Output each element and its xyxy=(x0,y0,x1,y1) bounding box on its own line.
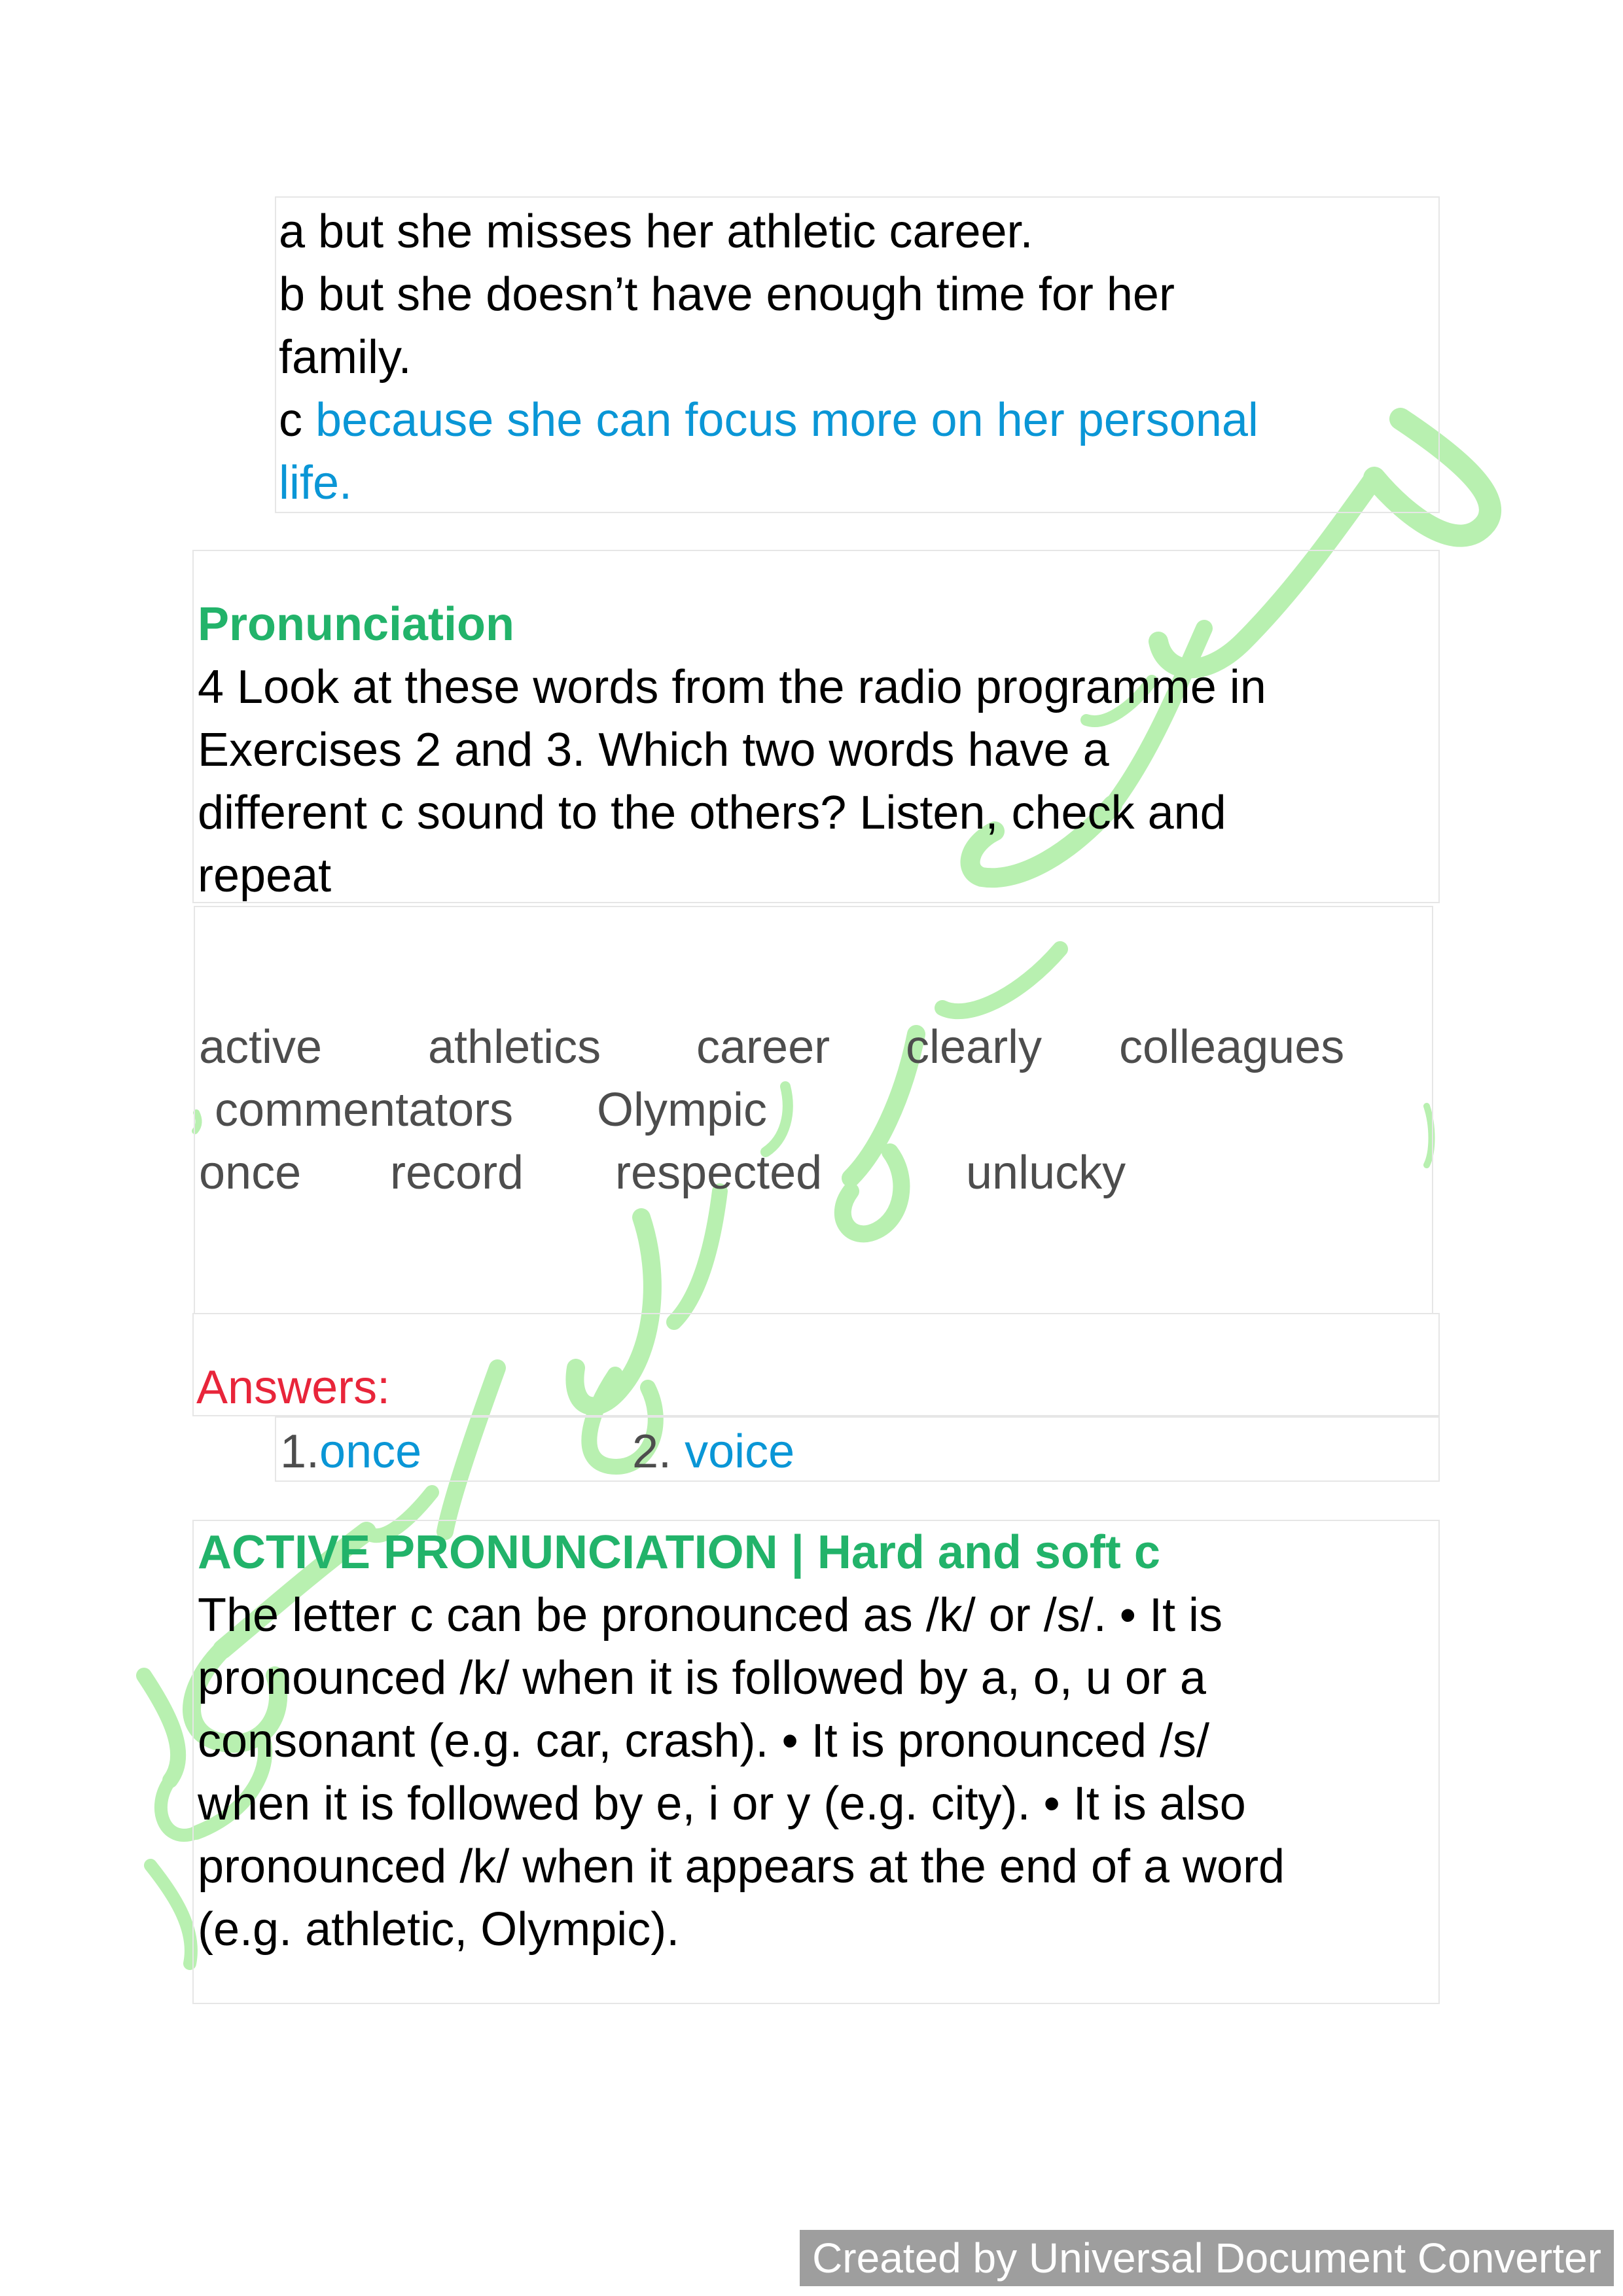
option-b-line1: b but she doesn’t have enough time for her xyxy=(279,268,1175,321)
answer-2-value: voice xyxy=(685,1426,795,1478)
option-a: a but she misses her athletic career. xyxy=(279,206,1033,258)
answer-1 xyxy=(280,1420,421,1483)
answers-row-frame xyxy=(275,1416,1440,1482)
option-c-letter: c xyxy=(279,394,316,446)
answers-label: Answers: xyxy=(196,1361,391,1414)
answer-1-value: once xyxy=(319,1426,422,1478)
rule-line-3: consonant (e.g. car, crash). • It is pronounced /s/ xyxy=(198,1715,1209,1767)
answer-1-number: 1. xyxy=(280,1426,320,1478)
word-unlucky: unlucky xyxy=(966,1147,1126,1199)
rule-line-5: pronounced /k/ when it appears at the end of a word xyxy=(198,1840,1285,1893)
word-commentators: commentators xyxy=(215,1084,514,1136)
rule-line-2: pronounced /k/ when it is followed by a, o, u or a xyxy=(198,1652,1206,1704)
word-colleagues: colleagues xyxy=(1119,1021,1345,1073)
rule-line-1: The letter c can be pronounced as /k/ or /s/. • It is xyxy=(198,1589,1222,1641)
instruction-line-4: repeat xyxy=(198,850,332,902)
instruction-line-2: Exercises 2 and 3. Which two words have a xyxy=(198,724,1109,776)
word-once: once xyxy=(199,1147,302,1199)
word-record: record xyxy=(390,1147,524,1199)
active-pronunciation-heading: ACTIVE PRONUNCIATION | Hard and soft c xyxy=(198,1526,1160,1579)
word-athletics: athletics xyxy=(428,1021,601,1073)
word-olympic: Olympic xyxy=(597,1084,768,1136)
word-active: active xyxy=(199,1021,323,1073)
instruction-line-3: different c sound to the others? Listen, check and xyxy=(198,787,1226,839)
option-c-line2: life. xyxy=(279,457,353,509)
instruction-line-1: 4 Look at these words from the radio programme in xyxy=(198,661,1266,713)
option-b-line2: family. xyxy=(279,331,412,384)
answer-2-number: 2. xyxy=(632,1426,685,1478)
word-clearly: clearly xyxy=(906,1021,1043,1073)
rule-line-4: when it is followed by e, i or y (e.g. city). • It is also xyxy=(198,1778,1246,1830)
option-c-text: because she can focus more on her personal xyxy=(315,394,1258,446)
word-career: career xyxy=(696,1021,830,1073)
rule-line-6: (e.g. athletic, Olympic). xyxy=(198,1903,680,1956)
converter-footer: Created by Universal Document Converter xyxy=(800,2230,1614,2286)
word-respected: respected xyxy=(615,1147,823,1199)
option-c-line1 xyxy=(279,389,1258,452)
answer-2 xyxy=(632,1420,794,1483)
pronunciation-heading: Pronunciation xyxy=(198,598,514,651)
